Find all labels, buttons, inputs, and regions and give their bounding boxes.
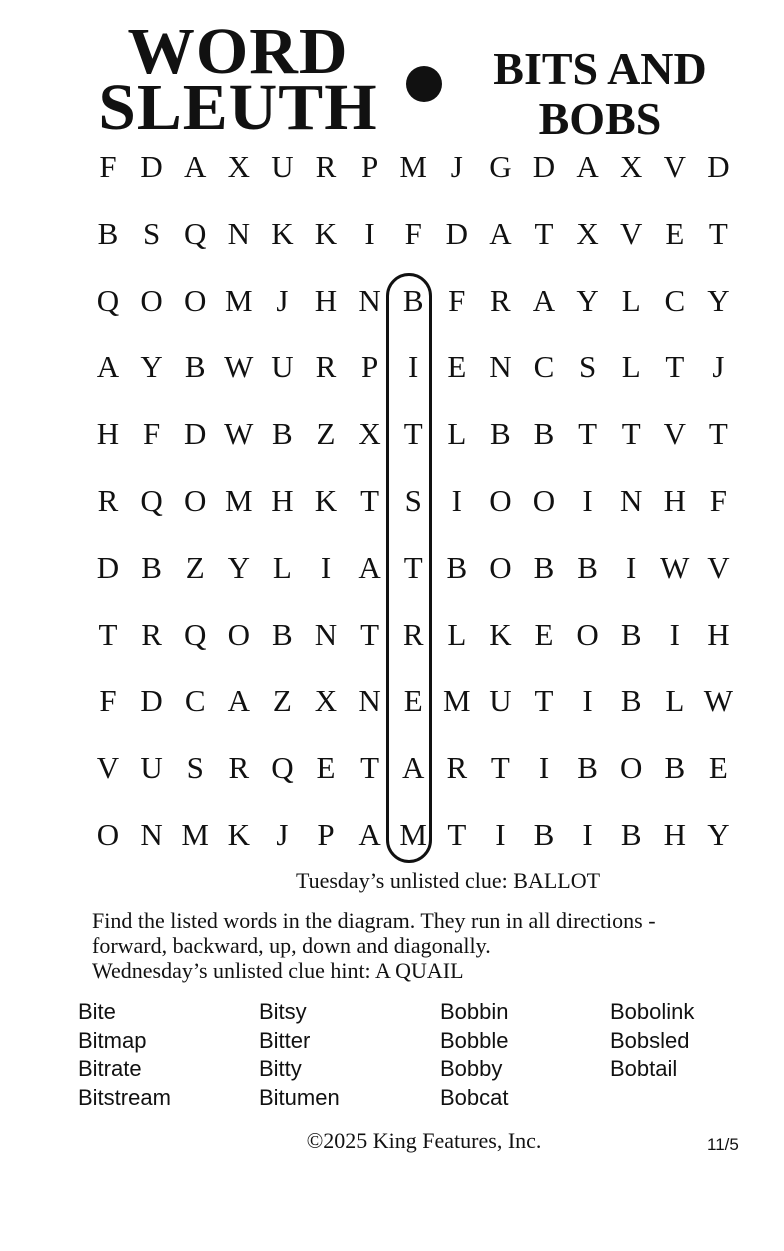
grid-letter: T [665,349,685,385]
grid-letter: W [660,549,690,585]
grid-letter: Y [140,349,163,385]
grid-letter: O [489,483,512,518]
grid-letter: T [403,549,423,585]
grid-letter: Y [227,549,250,585]
word-item: Bobby [440,1056,503,1081]
grid-letter: E [316,750,336,786]
grid-letter: A [576,149,599,184]
word-list-column-2 [259,998,340,1112]
grid-letter: P [360,149,379,184]
grid-letter: B [664,750,686,786]
grid-letter: T [490,750,510,786]
grid-letter: Q [271,750,294,786]
grid-letter: H [314,282,338,318]
grid-letter: B [577,750,598,786]
grid-letter: U [489,683,512,719]
grid-letter: B [533,549,555,585]
word-item: Bitsy [259,999,307,1024]
grid-letter: D [140,683,163,719]
grid-letter: O [227,616,250,652]
grid-letter: R [97,483,119,518]
word-item: Bobble [440,1027,509,1053]
grid-letter: A [358,817,381,852]
grid-letter: I [495,817,506,852]
grid-letter: S [186,750,204,786]
copyright-notice: ©2025 King Features, Inc. [306,1128,542,1153]
word-item: Bite [78,999,116,1024]
grid-letter: M [443,683,471,719]
grid-letter: I [626,549,637,585]
grid-letter: K [314,483,338,518]
grid-letter: H [663,483,686,518]
word-item: Bobsled [610,1027,690,1053]
grid-letter: B [446,549,468,585]
grid-letter: A [532,282,556,318]
grid-letter: R [228,750,250,786]
grid-letter: D [140,149,163,184]
grid-letter: J [450,149,463,184]
grid-letter: B [533,817,555,852]
grid-letter: I [408,349,419,385]
grid-letter: D [96,549,120,585]
grid-letter: O [183,483,207,518]
grid-letter: F [99,149,117,184]
word-list-column-4 [610,998,694,1084]
word-item: Bitter [259,1027,311,1053]
grid-letter: T [447,817,467,852]
grid-letter: B [141,549,162,585]
grid-letter: D [183,416,207,452]
grid-letter: Q [183,215,207,251]
grid-letter: Y [707,282,730,318]
grid-letter: J [712,349,725,385]
word-list-column-3 [440,998,509,1112]
grid-letter: T [534,215,554,251]
grid-letter: S [142,215,161,251]
grid-letter: E [534,616,554,652]
word-item: Bitmap [78,1027,147,1053]
grid-letter: R [402,616,424,652]
grid-letter: Q [183,616,207,652]
grid-letter: L [447,616,467,652]
grid-letter: F [709,483,728,518]
grid-letter: A [489,215,512,251]
grid-letter: B [97,215,119,251]
grid-letter: V [663,149,686,184]
grid-letter: A [401,750,425,786]
grid-letter: A [96,349,120,385]
grid-letter: B [490,416,511,452]
grid-letter: H [707,616,730,652]
grid-letter: C [664,282,686,318]
grid-letter: I [364,215,375,251]
grid-letter: R [446,750,468,786]
grid-letter: D [707,149,730,184]
grid-letter: U [271,149,294,184]
grid-letter: T [98,616,118,652]
grid-letter: L [447,416,467,452]
grid-letter: T [360,483,380,518]
grid-letter: L [621,282,641,318]
grid-letter: R [141,616,162,652]
grid-letter: U [140,750,163,786]
grid-letter: I [669,616,680,652]
instructions-line-3: Wednesday’s unlisted clue hint: A QUAIL [92,958,464,983]
grid-letter: R [315,349,337,385]
word-list-column-1 [78,998,171,1112]
theme-line-1: BITS AND [493,43,707,94]
grid-letter: N [140,817,163,852]
grid-letter: D [445,215,468,251]
grid-letter: T [534,683,554,719]
grid-letter: O [96,817,120,852]
grid-letter: J [276,817,289,852]
grid-letter: H [96,416,120,452]
grid-letter: O [183,282,207,318]
grid-letter: F [142,416,161,452]
grid-letter: O [489,549,512,585]
unlisted-clue: Tuesday’s unlisted clue: BALLOT [295,868,601,893]
grid-letter: O [619,750,643,786]
instructions-line-1: Find the listed words in the diagram. They run in all directions - [92,908,656,933]
grid-letter: S [404,483,422,518]
grid-letter: V [707,549,730,585]
grid-letter: M [399,149,427,184]
grid-letter: W [703,683,734,719]
grid-letter: W [224,349,254,385]
grid-letter: E [708,750,728,786]
grid-letter: V [619,215,643,251]
grid-letter: I [320,549,332,585]
grid-letter: Y [576,282,599,318]
grid-letter: I [582,683,593,719]
word-item: Bobcat [440,1084,509,1110]
grid-letter: B [272,416,293,452]
grid-letter: T [708,416,728,452]
grid-letter: P [317,817,335,852]
grid-letter: A [227,683,250,719]
grid-letter: Z [316,416,336,452]
grid-letter: T [708,215,728,251]
grid-letter: O [140,282,163,318]
grid-letter: I [582,817,593,852]
grid-letter: O [576,616,599,652]
grid-letter: F [448,282,466,318]
grid-letter: M [225,282,253,318]
grid-letter: N [358,683,381,719]
grid-letter: I [582,483,593,518]
grid-letter: B [620,616,642,652]
grid-letter: B [272,616,293,652]
bullet-dot-icon [406,66,442,102]
grid-letter: O [532,483,556,518]
instructions-line-2: forward, backward, up, down and diagonally. [92,933,491,958]
grid-letter: G [489,149,512,184]
grid-letter: N [227,215,250,251]
grid-letter: X [227,149,250,184]
title-word: WORD [127,15,349,88]
grid-letter: X [358,416,381,452]
grid-letter: K [489,616,512,652]
grid-letter: X [619,149,643,184]
theme-line-2: BOBS [538,93,662,144]
grid-letter: R [490,282,511,318]
grid-letter: Q [140,483,163,518]
grid-letter: R [315,149,337,184]
grid-letter: K [227,817,250,852]
word-item: Bitrate [78,1056,142,1081]
word-item: Bitumen [259,1084,340,1110]
grid-letter: B [577,549,598,585]
grid-letter: B [402,282,424,318]
grid-letter: X [576,215,599,251]
grid-letter: K [271,215,294,251]
grid-letter: H [271,483,294,518]
grid-letter: I [451,483,462,518]
grid-letter: Q [96,282,120,318]
grid-letter: P [360,349,379,385]
grid-letter: V [96,750,120,786]
grid-letter: Y [707,817,730,852]
puzzle-title [88,15,388,144]
date-code: 11/5 [707,1135,739,1154]
grid-letter: Z [185,549,205,585]
grid-letter: B [620,817,642,852]
theme-title [470,44,730,144]
grid-letter: F [404,215,422,251]
grid-letter: T [403,416,423,452]
grid-letter: T [578,416,598,452]
grid-letter: M [225,483,253,518]
grid-letter: V [663,416,686,452]
word-item: Bobolink [610,999,695,1024]
grid-letter: Z [272,683,292,719]
answer-circle [386,273,432,863]
grid-letter: U [271,349,294,385]
grid-letter: H [663,817,686,852]
word-item: Bobbin [440,999,509,1024]
grid-letter: B [533,416,555,452]
grid-letter: M [181,817,209,852]
grid-letter: L [665,683,685,719]
grid-letter: K [314,215,338,251]
grid-letter: T [360,616,380,652]
grid-letter: X [314,683,338,719]
grid-letter: E [447,349,467,385]
grid-letter: N [619,483,643,518]
grid-letter: N [489,349,512,385]
grid-letter: D [532,149,556,184]
grid-letter: B [620,683,642,719]
word-item: Bobtail [610,1056,678,1081]
grid-letter: I [538,750,550,786]
grid-letter: A [183,149,207,184]
grid-letter: F [99,683,117,719]
grid-letter: W [224,416,254,452]
word-item: Bitstream [78,1084,171,1110]
grid-letter: N [314,616,338,652]
grid-letter: T [360,750,380,786]
grid-letter: L [272,549,292,585]
grid-letter: S [578,349,597,385]
title-sleuth: SLEUTH [98,71,378,144]
grid-letter: E [665,215,685,251]
grid-letter: J [276,282,289,318]
word-item: Bitty [259,1056,302,1081]
grid-letter: A [358,549,381,585]
grid-letter: B [184,349,206,385]
grid-letter: L [621,349,641,385]
grid-letter: N [358,282,381,318]
grid-letter: M [399,817,427,852]
grid-letter: T [621,416,641,452]
grid-letter: C [184,683,206,719]
grid-letter: C [533,349,555,385]
instructions [92,908,732,983]
grid-letter: E [403,683,423,719]
